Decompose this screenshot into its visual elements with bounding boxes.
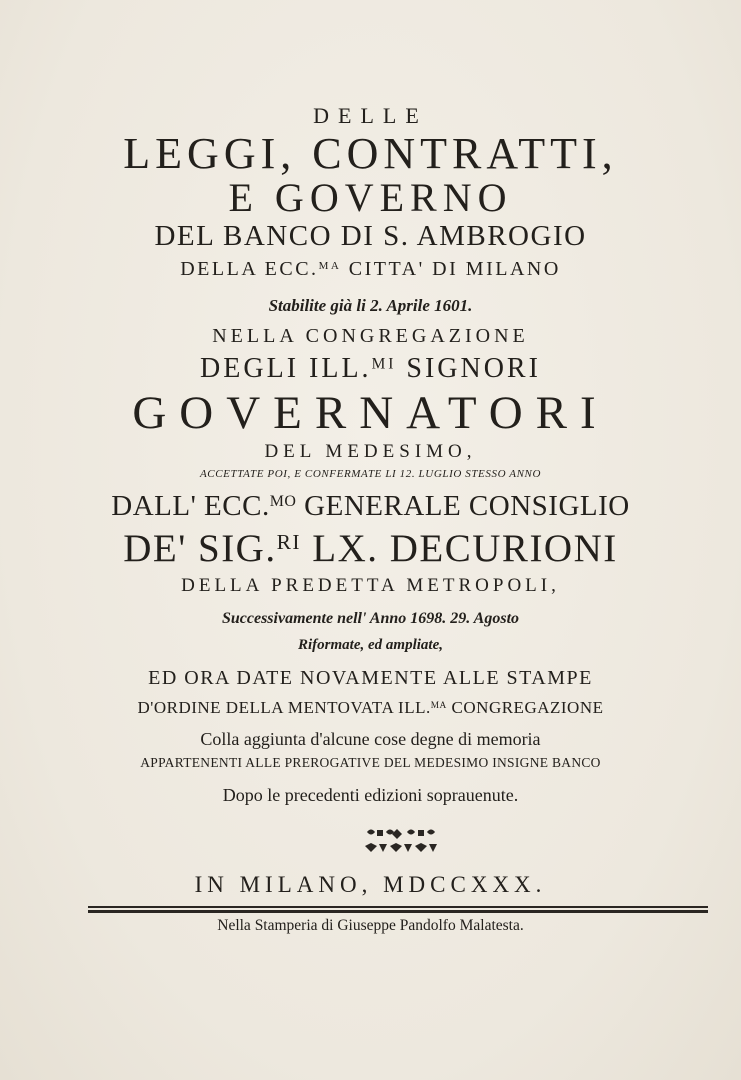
title-line-consiglio: [0, 492, 741, 521]
decurioni-text-b: LX. DECURIONI: [301, 527, 618, 570]
ordine-text-a: D'ORDINE DELLA MENTOVATA ILL.: [137, 698, 431, 717]
imprint-place-date: IN MILANO, MDCCXXX.: [194, 872, 547, 897]
decurioni-text-a: DE' SIG.: [123, 527, 277, 570]
title-line-stabilite: Stabilite già li 2. Aprile 1601.: [268, 296, 473, 315]
title-line-riformate: Riformate, ed ampliate,: [298, 637, 443, 653]
title-line-delle: DELLE: [313, 103, 428, 128]
title-line-leggi-contratti: LEGGI, CONTRATTI,: [123, 129, 618, 178]
ordine-superscript: MA: [430, 700, 447, 711]
title-line-edizioni: Dopo le precedenti edizioni soprauenute.: [222, 785, 519, 805]
double-rule-divider: [88, 906, 708, 914]
consiglio-text-a: DALL' ECC.: [111, 490, 270, 522]
citta-text-b: CITTA' DI MILANO: [341, 258, 561, 280]
title-line-accettate: ACCETTATE POI, E CONFERMATE LI 12. LUGLIO STESSO ANNO: [199, 468, 542, 480]
title-line-aggiunta: Colla aggiunta d'alcune cose degne di memoria: [200, 729, 541, 749]
decurioni-superscript: RI: [276, 530, 302, 555]
title-line-ordine: [0, 699, 741, 716]
title-line-del-medesimo: DEL MEDESIMO,: [264, 441, 477, 462]
title-line-e-governo: E GOVERNO: [228, 175, 513, 220]
signori-superscript: MI: [371, 355, 397, 373]
title-line-banco: DEL BANCO DI S. AMBROGIO: [154, 220, 587, 252]
signori-text-b: SIGNORI: [396, 353, 541, 384]
title-line-stampe: ED ORA DATE NOVAMENTE ALLE STAMPE: [148, 667, 593, 689]
printer-fleuron-ornament-icon: [363, 826, 441, 858]
printer-line: Nella Stamperia di Giuseppe Pandolfo Malatesta.: [217, 917, 524, 934]
title-line-decurioni: [0, 529, 741, 568]
ordine-text-b: CONGREGAZIONE: [446, 698, 604, 717]
title-line-prerogative: APPARTENENTI ALLE PREROGATIVE DEL MEDESIMO INSIGNE BANCO: [140, 755, 601, 770]
citta-text-a: DELLA ECC.: [180, 258, 319, 280]
citta-superscript: MA: [318, 259, 342, 272]
title-line-governatori: GOVERNATORI: [132, 387, 609, 439]
consiglio-text-b: GENERALE CONSIGLIO: [296, 490, 630, 522]
title-line-successivamente: Successivamente nell' Anno 1698. 29. Agosto: [221, 610, 520, 627]
consiglio-superscript: MO: [269, 493, 297, 511]
title-line-metropoli: DELLA PREDETTA METROPOLI,: [181, 575, 560, 596]
title-line-citta: [0, 259, 741, 279]
title-line-congregazione: NELLA CONGREGAZIONE: [212, 325, 529, 347]
signori-text-a: DEGLI ILL.: [200, 353, 372, 384]
title-line-signori: [0, 355, 741, 383]
